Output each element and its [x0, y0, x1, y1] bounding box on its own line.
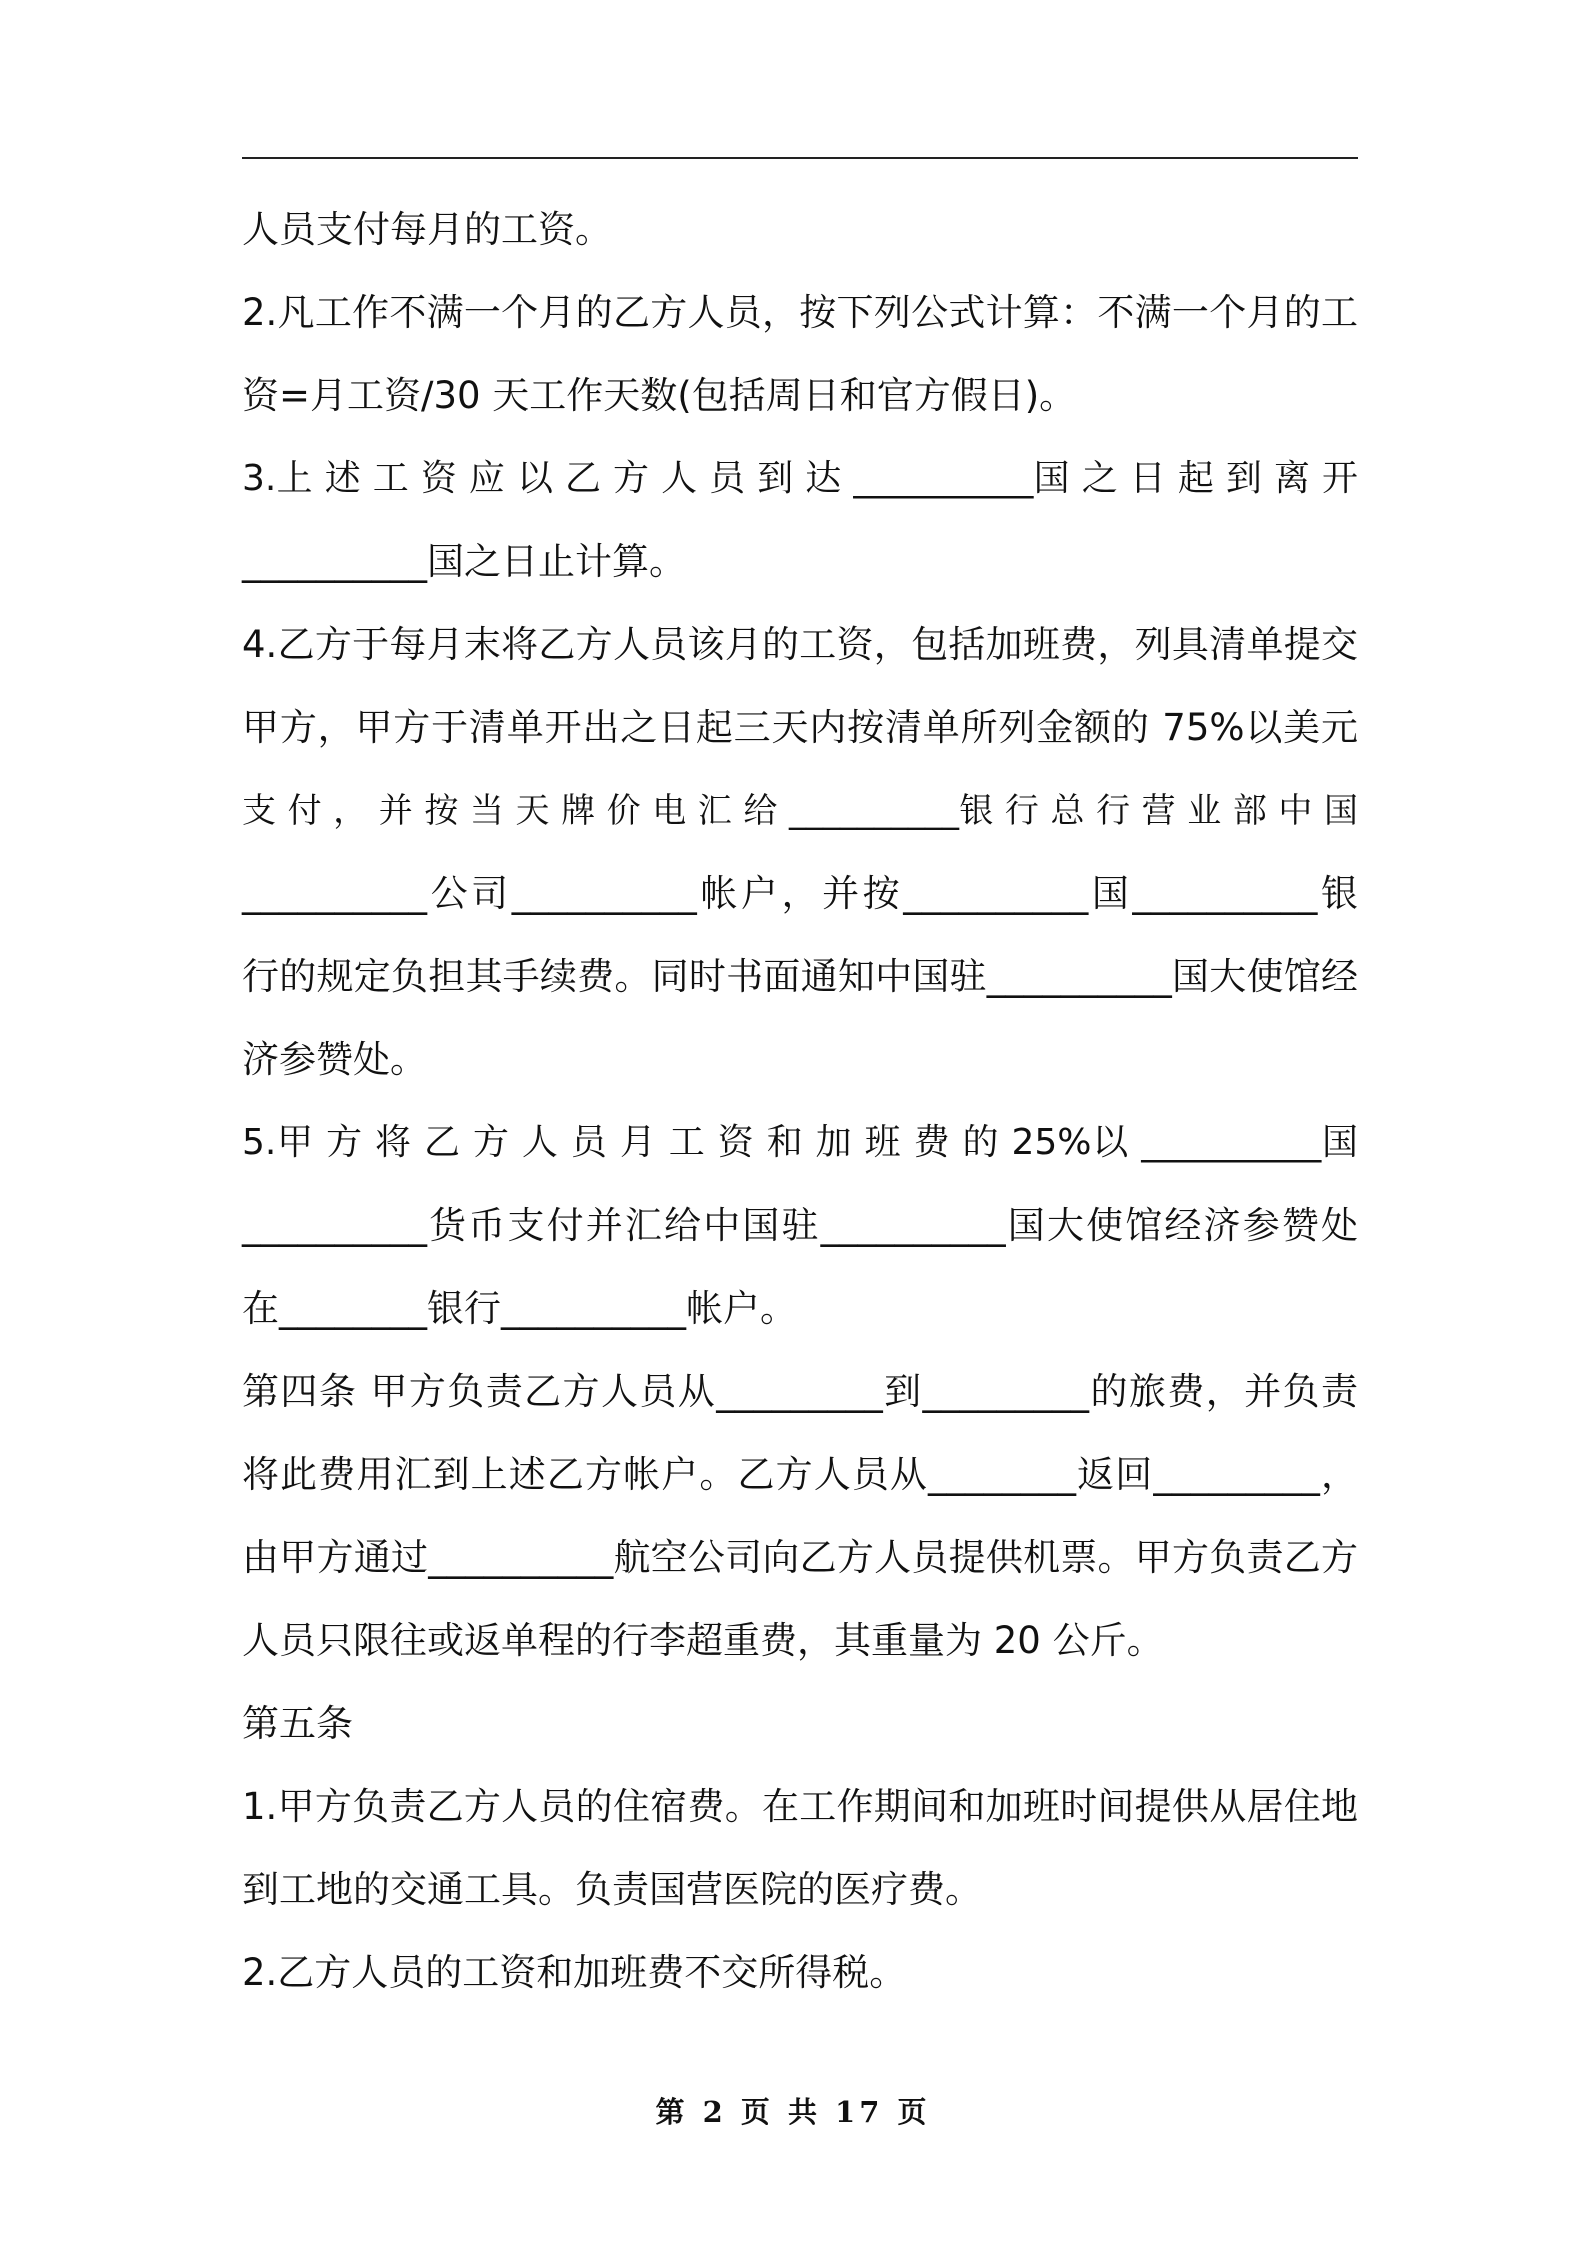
text-line: 5.甲 方 将 乙 方 人 员 月 工 资 和 加 班 费 的 25%以 __________国	[242, 1122, 1358, 1163]
text-line: 济参赞处。	[242, 1038, 427, 1081]
text-line: 支 付 ， 并 按 当 天 牌 价 电 汇 给 __________银 行 总 行 营 业 部 中 国	[242, 791, 1358, 831]
text-line: 资=月工资/30 天工作天数(包括周日和官方假日)。	[242, 374, 1077, 417]
text-line: 2.乙方人员的工资和加班费不交所得税。	[242, 1951, 907, 1994]
text-line: 人员支付每月的工资。	[242, 208, 612, 251]
text-line: 第四条 甲方负责乙方人员从_________到_________的旅费，并负责	[242, 1370, 1358, 1413]
header-rule	[242, 157, 1358, 159]
text-line: 到工地的交通工具。负责国营医院的医疗费。	[242, 1868, 982, 1911]
text-line: 由甲方通过__________航空公司向乙方人员提供机票。甲方负责乙方	[242, 1536, 1358, 1579]
text-line: __________国之日止计算。	[242, 540, 686, 583]
text-line: 4.乙方于每月末将乙方人员该月的工资，包括加班费，列具清单提交	[242, 623, 1358, 666]
text-line: 2.凡工作不满一个月的乙方人员，按下列公式计算：不满一个月的工	[242, 291, 1358, 334]
text-line: __________公司__________帐户，并按__________国__________银	[242, 872, 1358, 915]
text-line: __________货币支付并汇给中国驻__________国大使馆经济参赞处	[242, 1204, 1358, 1247]
text-line: 行的规定负担其手续费。同时书面通知中国驻__________国大使馆经	[242, 955, 1358, 998]
text-line: 第五条	[242, 1702, 353, 1745]
text-line: 3.上 述 工 资 应 以 乙 方 人 员 到 达 __________国 之 日 起 到 离 开	[242, 458, 1359, 499]
text-line: 甲方，甲方于清单开出之日起三天内按清单所列金额的 75%以美元	[242, 706, 1358, 749]
text-line: 1.甲方负责乙方人员的住宿费。在工作期间和加班时间提供从居住地	[242, 1785, 1358, 1828]
text-line: 人员只限往或返单程的行李超重费，其重量为 20 公斤。	[242, 1619, 1164, 1662]
text-line: 将此费用汇到上述乙方帐户。乙方人员从________返回_________，	[242, 1453, 1358, 1496]
page-number: 第 2 页 共 17 页	[655, 2095, 931, 2129]
text-line: 在________银行__________帐户。	[242, 1287, 797, 1330]
